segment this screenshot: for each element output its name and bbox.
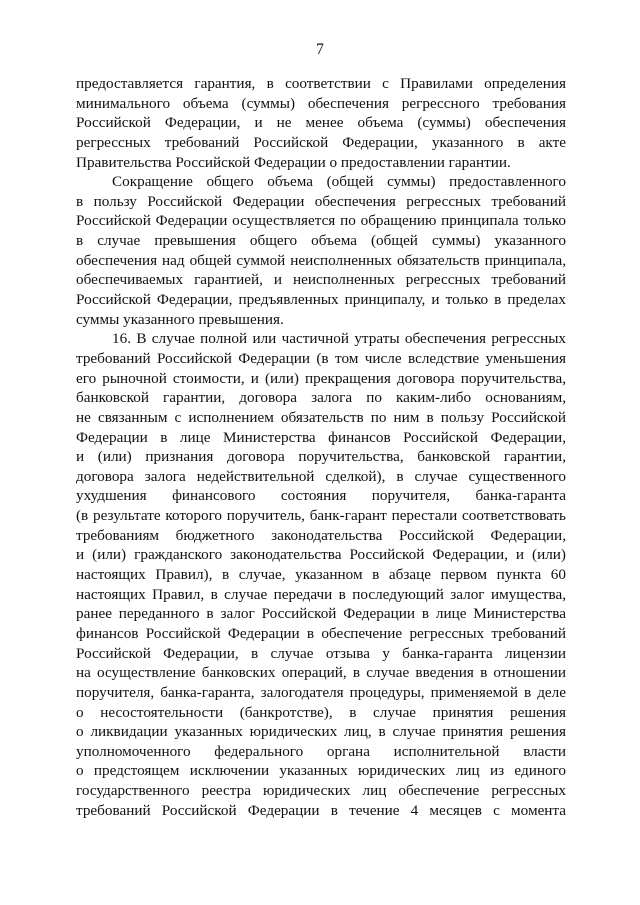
text-line: финансов Российской Федерации в обеспечение регрессных требований: [76, 624, 566, 642]
text-line: поручителя, банка-гаранта, залогодателя процедуры, применяемой в деле: [76, 683, 566, 701]
text-line: не связанным с исполнением обязательств по ним в пользу Российской: [76, 408, 566, 426]
text-line: требований Российской Федерации в течение 4 месяцев с момента: [76, 801, 566, 819]
text-line: уполномоченного федерального органа исполнительной власти: [76, 742, 566, 760]
text-line: в случае превышения общего объема (общей суммы) указанного: [76, 232, 566, 250]
text-line: на осуществление банковских операций, в случае введения в отношении: [76, 664, 566, 682]
text-line: и (или) гражданского законодательства Российской Федерации, и (или): [76, 546, 566, 564]
text-line: минимального объема (суммы) обеспечения регрессного требования: [76, 94, 566, 112]
text-line: Правительства Российской Федерации о предоставлении гарантии.: [76, 153, 511, 171]
text-line: настоящих Правил, в случае передачи в последующий залог имущества,: [76, 585, 566, 603]
text-line: настоящих Правил), в случае, указанном в абзаце первом пункта 60: [76, 566, 566, 584]
text-line: его рыночной стоимости, и (или) прекращения договора поручительства,: [76, 369, 566, 387]
text-line: Российской Федерации, и не менее объема (суммы) обеспечения: [76, 114, 566, 132]
text-line: о несостоятельности (банкротстве), в случае принятия решения: [76, 703, 566, 721]
text-line: о ликвидации указанных юридических лиц, в случае принятия решения: [76, 723, 566, 741]
text-line: суммы указанного превышения.: [76, 310, 284, 328]
text-line: 16. В случае полной или частичной утраты обеспечения регрессных: [112, 330, 566, 348]
text-line: (в результате которого поручитель, банк-гарант перестали соответствовать: [76, 507, 566, 525]
text-line: ранее переданного в залог Российской Федерации в лице Министерства: [76, 605, 566, 623]
text-line: и (или) признания договора поручительства, банковской гарантии,: [76, 448, 566, 466]
text-line: предоставляется гарантия, в соответствии с Правилами определения: [76, 75, 566, 92]
page-number: 7: [316, 41, 324, 58]
text-line: договора залога недействительной сделкой), в случае существенного: [76, 467, 566, 485]
text-line: Российской Федерации, предъявленных принципалу, и только в пределах: [76, 291, 566, 309]
text-line: ухудшения финансового состояния поручителя, банка-гаранта: [76, 487, 566, 505]
text-line: Российской Федерации осуществляется по обращению принципала только: [76, 212, 566, 230]
text-line: Российской Федерации, в случае отзыва у банка-гаранта лицензии: [76, 644, 566, 662]
text-line: регрессных требований Российской Федерации, указанного в акте: [76, 133, 566, 151]
text-line: государственного реестра юридических лиц обеспечение регрессных: [76, 782, 566, 800]
text-line: требованиям бюджетного законодательства Российской Федерации,: [76, 526, 566, 544]
text-line: обеспечения над общей суммой неисполненных обязательств принципала,: [76, 251, 566, 269]
text-line: Федерации в лице Министерства финансов Российской Федерации,: [76, 428, 566, 446]
text-line: в пользу Российской Федерации обеспечения регрессных требований: [76, 192, 566, 210]
text-line: банковской гарантии, договора залога по каким-либо основаниям,: [76, 389, 566, 407]
text-line: о предстоящем исключении указанных юридических лиц из единого: [76, 762, 566, 780]
text-line: Сокращение общего объема (общей суммы) предоставленного: [112, 173, 566, 191]
text-line: требований Российской Федерации (в том числе вследствие уменьшения: [76, 349, 566, 367]
body-text: [76, 74, 566, 820]
text-line: обеспечиваемых гарантией, и неисполненных регрессных требований: [76, 271, 566, 289]
